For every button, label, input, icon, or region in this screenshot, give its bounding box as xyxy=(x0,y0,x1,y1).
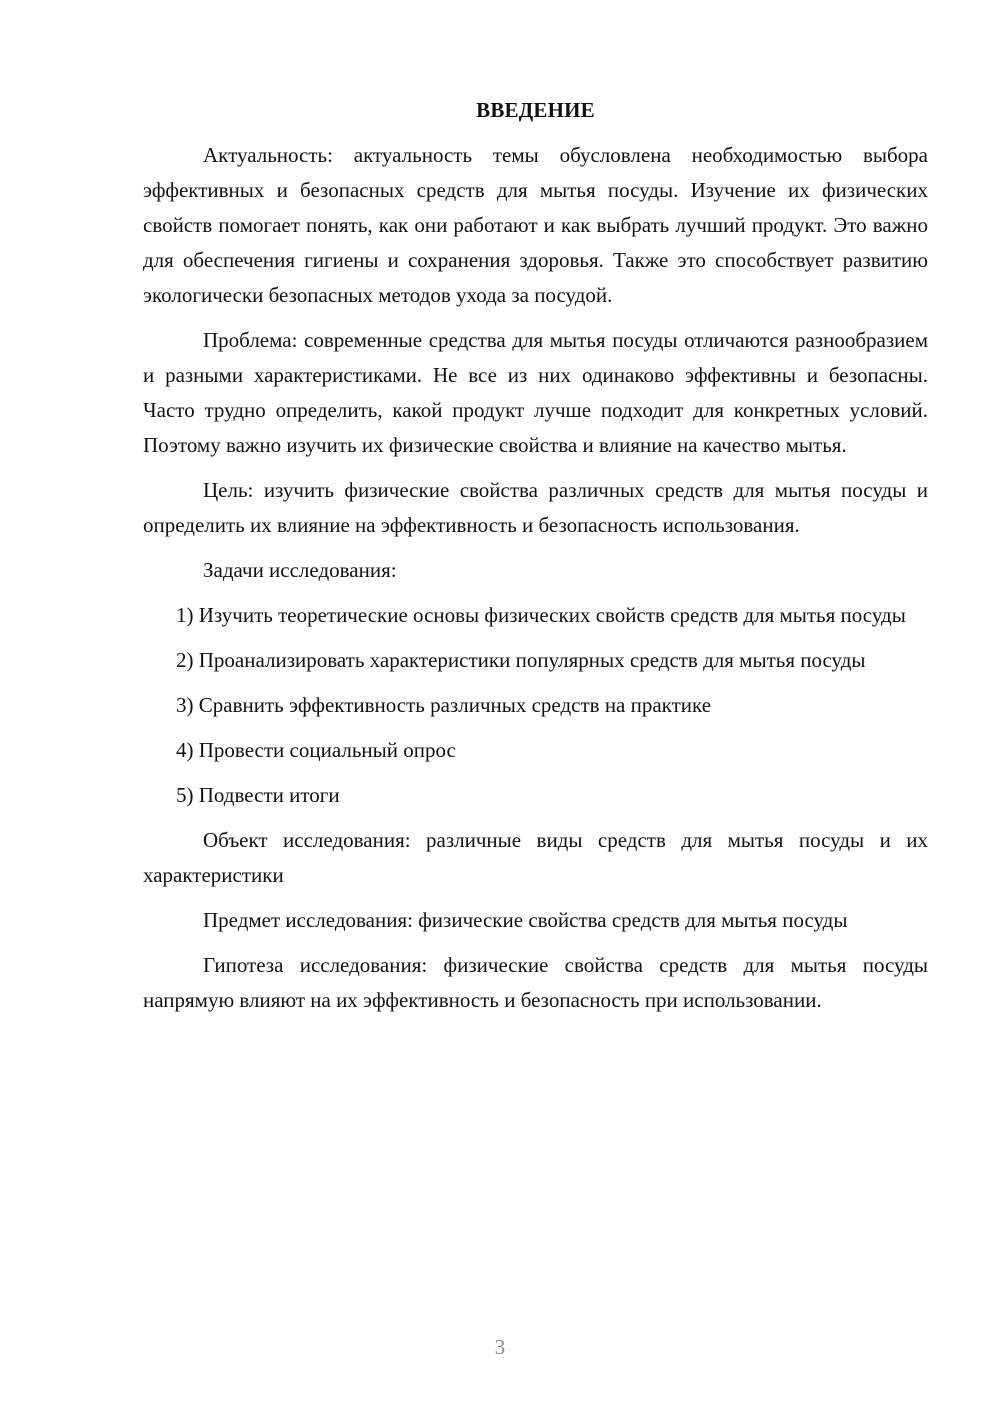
page-title: ВВЕДЕНИЕ xyxy=(476,98,595,122)
page-number: 3 xyxy=(494,1335,506,1359)
page-content xyxy=(143,96,928,1028)
subject-paragraph: Предмет исследования: физические свойства средств для мытья посуды xyxy=(203,908,848,932)
tasks-list xyxy=(143,598,928,813)
relevance-paragraph: Актуальность: актуальность темы обусловлена необходимостью выбора эффективных и безопасных средств для мытья посуды. Изучение их физических свойств помогает понять, как они работают и как выбрать лучший продукт. Это важно для обеспечения гигиены и сохранения здоровья. Также это способствует развитию экологически безопасных методов ухода за посудой. xyxy=(143,143,928,307)
task-item: 4) Провести социальный опрос xyxy=(176,738,456,762)
task-item: 5) Подвести итоги xyxy=(176,783,340,807)
problem-paragraph: Проблема: современные средства для мытья посуды отличаются разнообразием и разными характеристиками. Не все из них одинаково эффективны и безопасны. Часто трудно определить, какой продукт лучше подходит для конкретных условий. Поэтому важно изучить их физические свойства и влияние на качество мытья. xyxy=(143,328,928,457)
task-item: 3) Сравнить эффективность различных средств на практике xyxy=(176,693,712,717)
task-item: 1) Изучить теоретические основы физических свойств средств для мытья посуды xyxy=(176,603,906,627)
object-paragraph: Объект исследования: различные виды средств для мытья посуды и их характеристики xyxy=(143,828,928,887)
task-item: 2) Проанализировать характеристики популярных средств для мытья посуды xyxy=(176,648,866,672)
goal-paragraph: Цель: изучить физические свойства различных средств для мытья посуды и определить их влияние на эффективность и безопасность использования. xyxy=(143,478,928,537)
tasks-heading: Задачи исследования: xyxy=(203,558,397,582)
hypothesis-paragraph: Гипотеза исследования: физические свойства средств для мытья посуды напрямую влияют на их эффективность и безопасность при использовании. xyxy=(143,953,928,1012)
